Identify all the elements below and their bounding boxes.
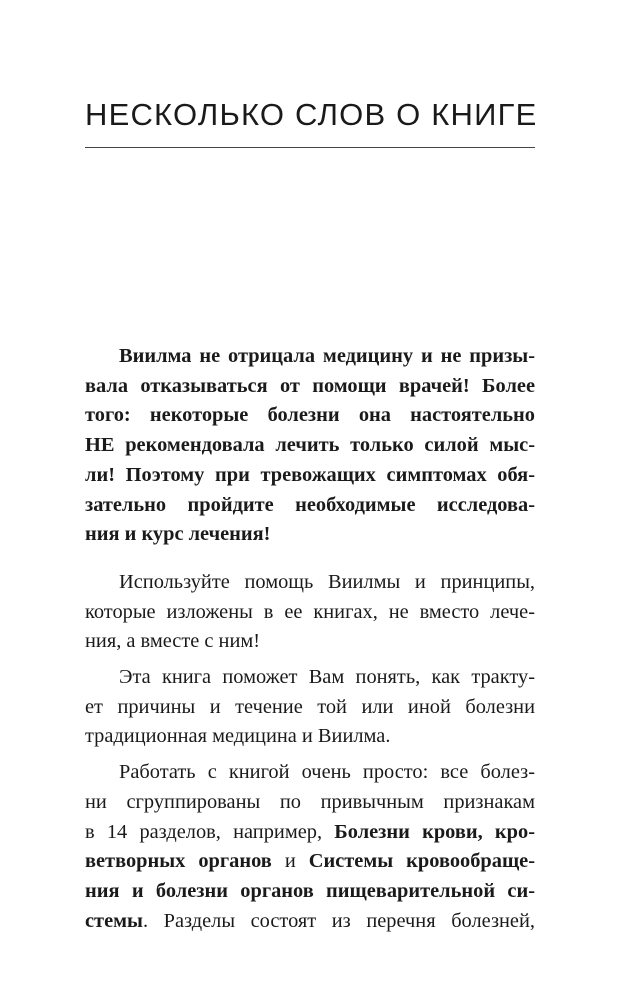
- plain-text: и: [271, 850, 309, 873]
- plain-text: в 14 разделов, например,: [85, 820, 335, 843]
- paragraph-line: которые изложены в ее книгах, не вместо лече-: [85, 600, 535, 623]
- paragraph-line: [85, 847, 535, 877]
- section-name-bold: ветворных органов: [85, 850, 272, 873]
- paragraph-book-purpose: [85, 663, 535, 752]
- paragraph-line: Эта книга поможет Вам понять, как тракту-: [119, 666, 535, 689]
- plain-text: . Разделы состоят из перечня болезней,: [142, 909, 535, 932]
- paragraph-line: традиционная медицина и Виилма.: [85, 725, 391, 748]
- warning-line: зательно пройдите необходимые исследова-: [85, 493, 535, 516]
- paragraph-how-to-use: [85, 758, 535, 936]
- warning-line: вала отказываться от помощи врачей! Более: [85, 374, 535, 397]
- warning-line: ли! Поэтому при тревожащих симптомах обя-: [85, 463, 535, 486]
- paragraph-use-help: [85, 568, 535, 657]
- warning-line: Виилма не отрицала медицину и не призы-: [119, 345, 535, 367]
- paragraph-line: Работать с книгой очень просто: все болез-: [119, 761, 535, 784]
- section-name-bold: Системы кровообраще-: [308, 850, 536, 873]
- paragraph-line: ет причины и течение той или иной болезни: [85, 695, 535, 718]
- warning-line: того: некоторые болезни она настоятельно: [85, 404, 535, 427]
- title-divider: [85, 147, 535, 148]
- paragraph-line: ни сгруппированы по привычным признакам: [85, 790, 535, 813]
- warning-line: ния и курс лечения!: [85, 523, 271, 546]
- section-name-bold: Болезни крови, кро-: [334, 820, 535, 843]
- paragraph-line: Используйте помощь Виилмы и принципы,: [119, 570, 535, 593]
- section-name-bold: стемы: [85, 909, 143, 932]
- page-body: [85, 342, 535, 942]
- section-name-bold: ния и болезни органов пищеварительной си-: [85, 879, 535, 902]
- paragraph-line: [85, 907, 535, 937]
- paragraph-line: [85, 818, 535, 848]
- warning-line: НЕ рекомендовала лечить только силой мыс-: [85, 434, 535, 457]
- paragraph-line: [85, 877, 535, 907]
- paragraph-line: ния, а вместе с ним!: [85, 630, 261, 653]
- chapter-title: НЕСКОЛЬКО СЛОВ О КНИГЕ: [85, 97, 538, 132]
- medical-warning-paragraph: [85, 342, 535, 550]
